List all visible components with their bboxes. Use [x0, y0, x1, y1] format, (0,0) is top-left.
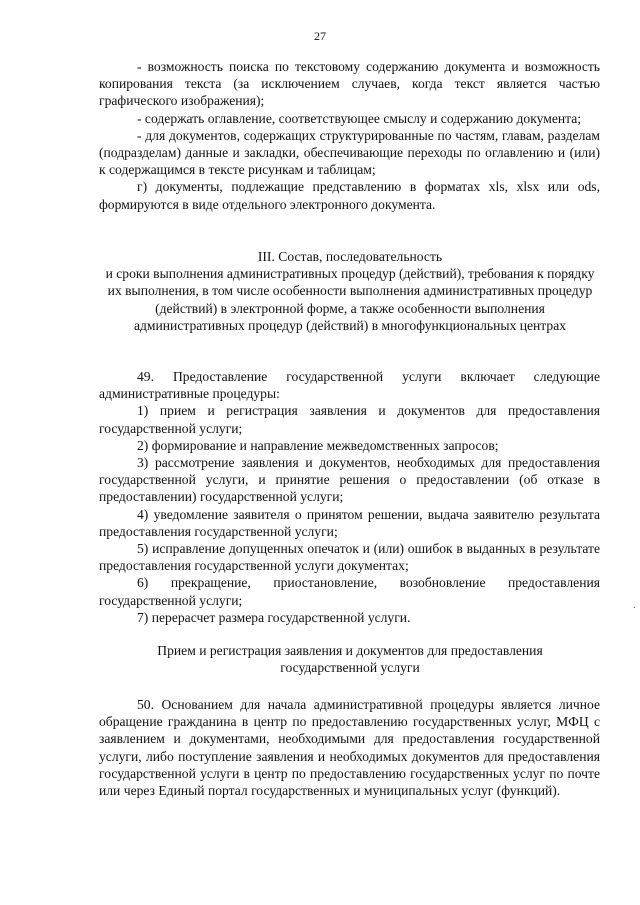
section-heading-line1: III. Состав, последовательность — [257, 249, 443, 264]
item-49 — [99, 368, 600, 626]
subheading-block — [150, 642, 550, 676]
procedure-item: 1) прием и регистрация заявления и документов для предоставления государственной услуги; — [99, 403, 600, 436]
procedure-item: 7) перерасчет размера государственной услуги. — [137, 609, 411, 625]
intro-paragraph: - содержать оглавление, соответствующее смыслу и содержанию документа; — [137, 110, 582, 126]
page-number: 27 — [314, 29, 326, 43]
intro-paragraph: г) документы, подлежащие представлению в форматах xls, xlsx или ods, формируются в виде отдельного электронного документа. — [99, 179, 600, 212]
item-50 — [99, 696, 600, 799]
item-50-paragraph: 50. Основанием для начала административной процедуры является личное обращение гражданина в центр по предоставлению государственных услуг, МФЦ с заявлением и документами, необходимыми для предоставления государственной услуги, либо поступление заявления и необходимых документов для предоставления государственной услуги в центр по предоставлению государственных услуг по почте или через Единый портал государственных и муниципальных услуг (функций). — [99, 697, 600, 799]
procedure-item: 3) рассмотрение заявления и документов, необходимых для предоставления государственной услуги, и принятие решения о предоставлении (об отказе в предоставлении) государственной услуги; — [99, 455, 600, 505]
procedure-item: 5) исправление допущенных опечаток и (или) ошибок в выданных в результате предоставления государственной услуги документах; — [99, 541, 600, 574]
section-heading-line2: и сроки выполнения административных процедур (действий), требования к порядку их выполнения, в том числе особенности выполнения административных процедур (действий) в электронной форме, а также особенности выполнения административных процедур (действий) в многофункциональных центрах — [105, 266, 595, 333]
margin-mark: · — [632, 603, 636, 614]
intro-paragraph: - для документов, содержащих структурированные по частям, главам, разделам (подразделам) данные и закладки, обеспечивающие переходы по оглавлению и (или) к содержащимся в тексте рисункам и таблицам; — [99, 127, 600, 178]
procedure-item: 6) прекращение, приостановление, возобновление предоставления государственной услуги; — [99, 575, 600, 608]
procedure-item: 4) уведомление заявителя о принятом решении, выдача заявителю результата предоставления государственной услуги; — [99, 506, 600, 539]
subheading: Прием и регистрация заявления и документов для предоставления государственной услуги — [157, 643, 543, 676]
intro-paragraph: - возможность поиска по текстовому содержанию документа и возможность копирования текста (за исключением случаев, когда текст является частью графического изображения); — [99, 59, 600, 109]
section-heading — [104, 248, 596, 334]
intro-block — [99, 58, 600, 213]
item-49-lead: 49. Предоставление государственной услуги включает следующие административные процедуры: — [99, 369, 600, 402]
procedure-item: 2) формирование и направление межведомственных запросов; — [137, 437, 499, 453]
